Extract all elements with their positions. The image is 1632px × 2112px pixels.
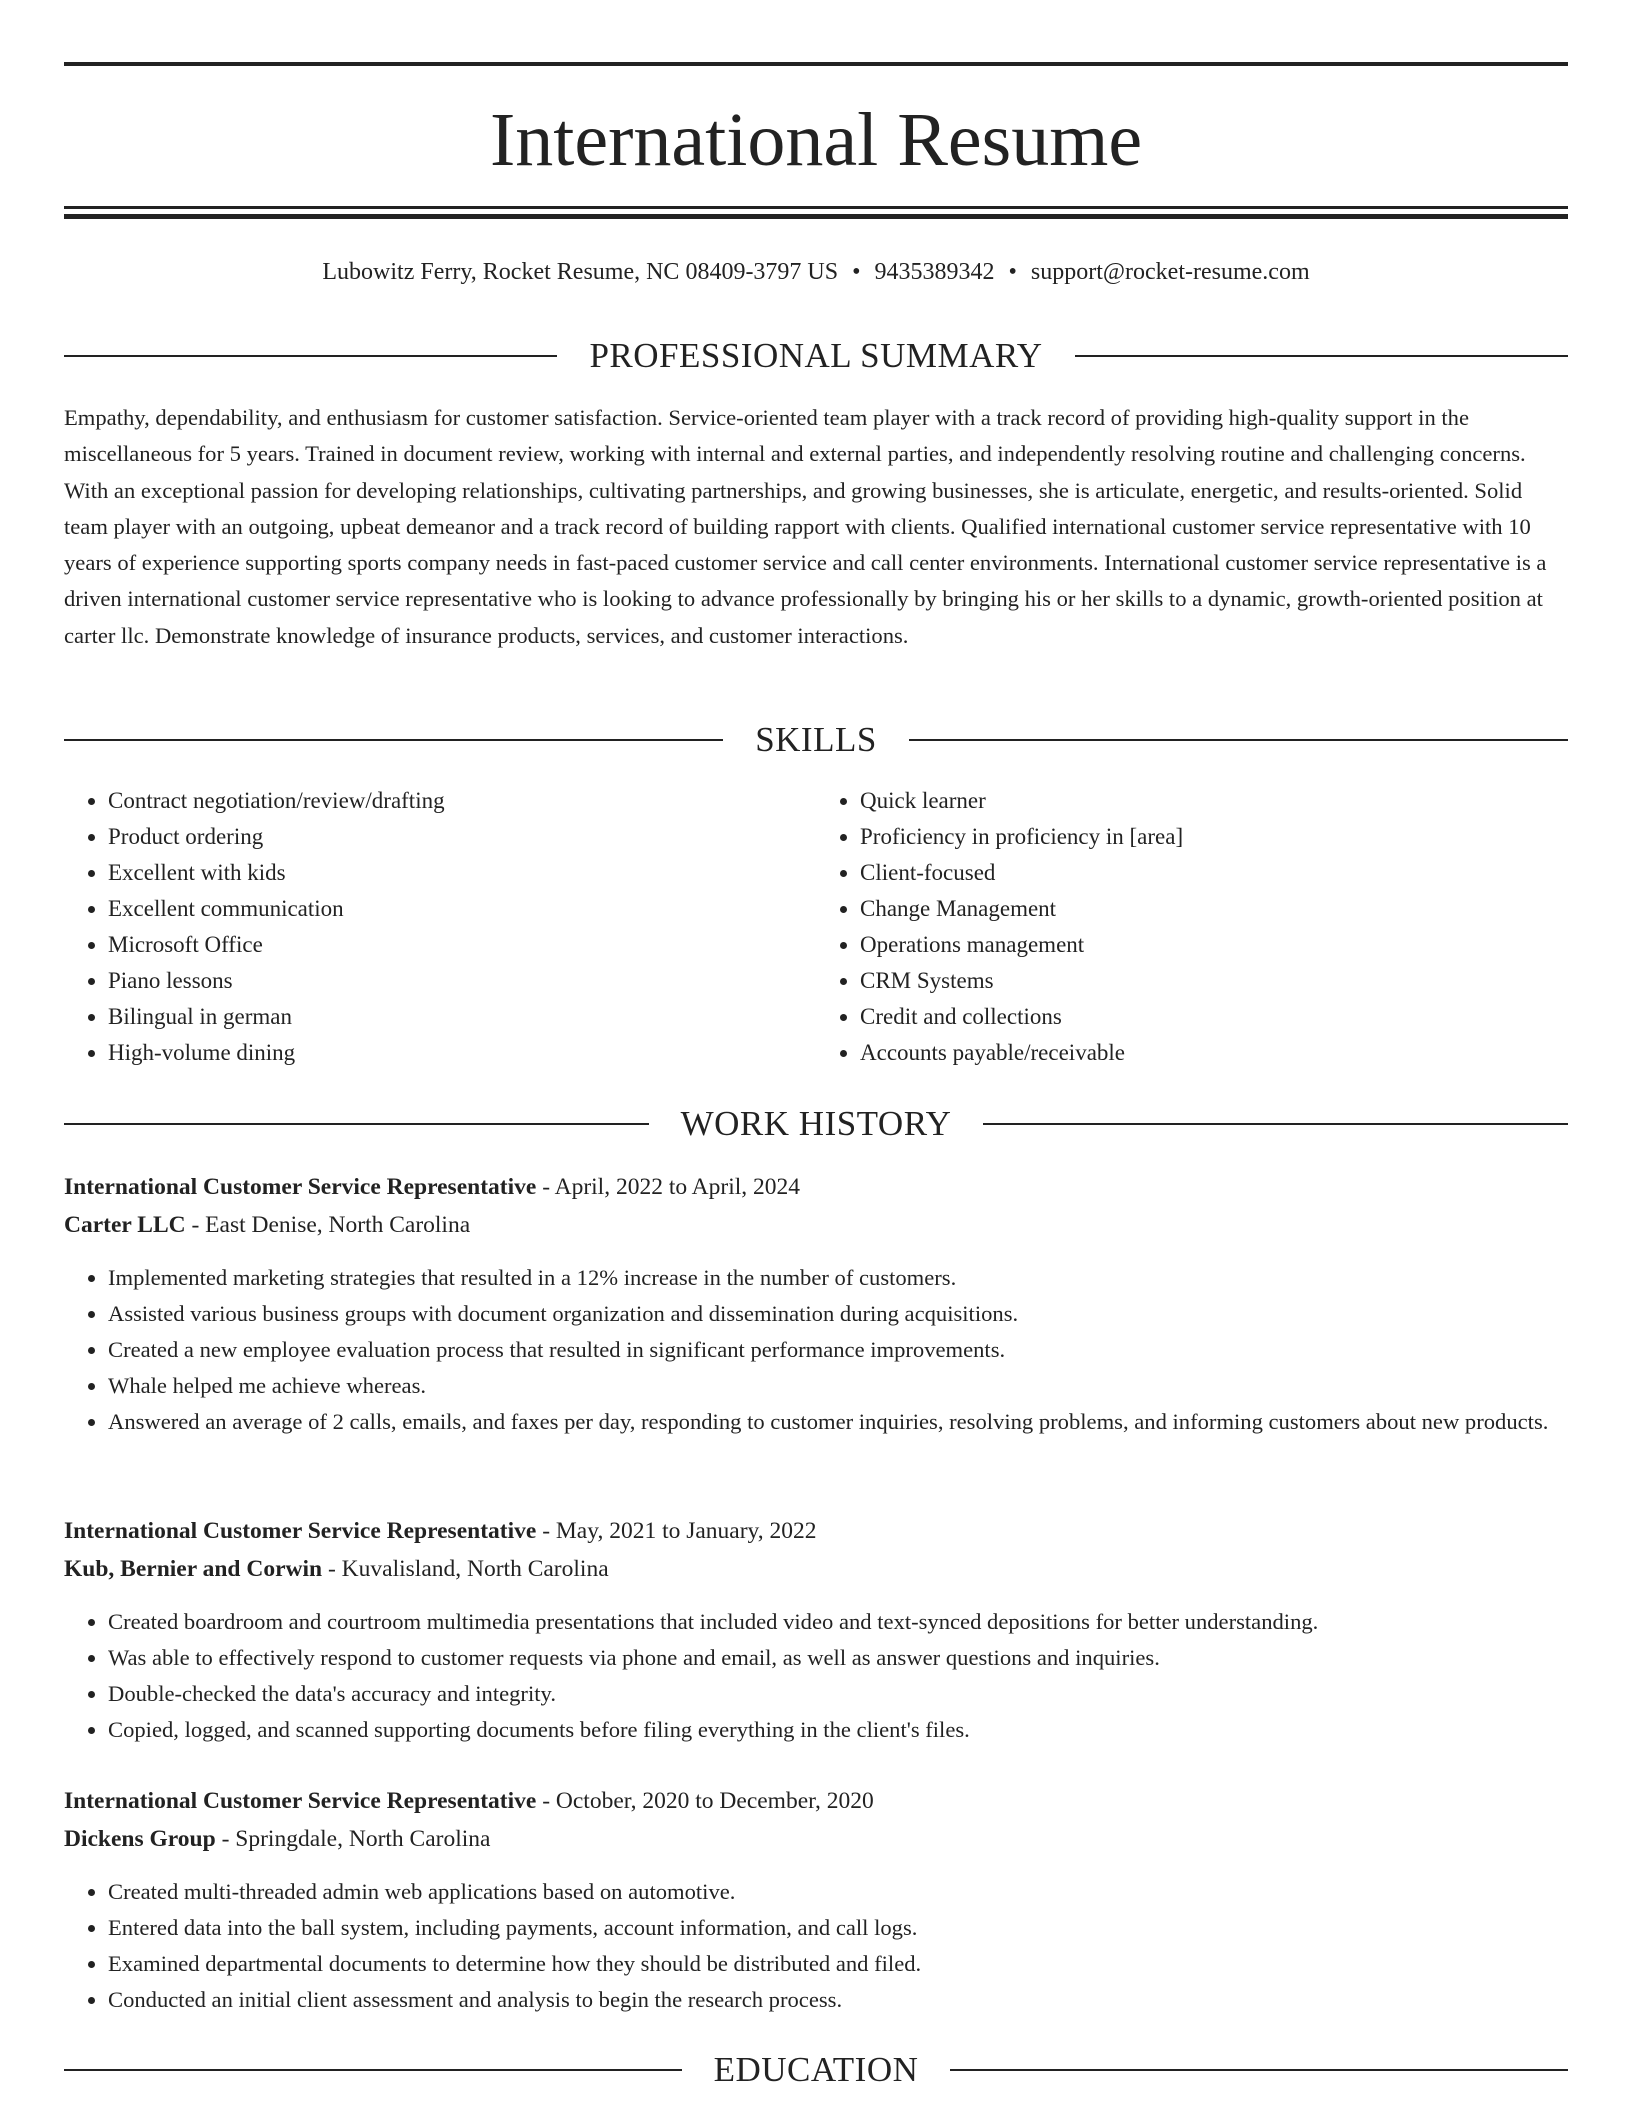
contact-separator: •	[1008, 259, 1017, 285]
job-company: Carter LLC	[64, 1212, 186, 1238]
job-entry	[64, 1782, 1568, 2018]
section-title: EDUCATION	[713, 2050, 919, 2089]
job-entry	[64, 1168, 1568, 1440]
skill-item: • Product ordering	[108, 819, 816, 855]
skill-item: • CRM Systems	[860, 963, 1568, 999]
skill-item: • Excellent communication	[108, 891, 816, 927]
job-bullet: • Whale helped me achieve whereas.	[108, 1368, 1568, 1404]
section-heading-education	[64, 2048, 1568, 2092]
job-location: - Springdale, North Carolina	[215, 1826, 491, 1852]
section-heading-work-history	[64, 1102, 1568, 1146]
job-dates: - April, 2022 to April, 2024	[536, 1174, 801, 1200]
job-bullet: • Created multi-threaded admin web applications based on automotive.	[108, 1874, 1568, 1910]
contact-separator: •	[852, 259, 861, 285]
job-title: International Customer Service Representative	[64, 1174, 537, 1200]
title-underline-thick	[64, 214, 1568, 219]
skills-column-right	[816, 783, 1568, 1071]
contact-email: support@rocket-resume.com	[1030, 259, 1310, 285]
job-company: Kub, Bernier and Corwin	[64, 1556, 323, 1582]
summary-text: Empathy, dependability, and enthusiasm for customer satisfaction. Service-oriented team player with a track record of providing high-quality support in the miscellaneous for 5 years. Trained in document review, working with internal and external parties, and independently resolving routine and challenging concerns. With an exceptional passion for developing relationships, cultivating partnerships, and growing businesses, she is articulate, energetic, and results-oriented. Solid team player with an outgoing, upbeat demeanor and a track record of building rapport with clients. Qualified international customer service representative with 10 years of experience supporting sports company needs in fast-paced customer service and call center environments. International customer service representative is a driven international customer service representative who is looking to advance professionally by bringing his or her skills to a dynamic, growth-oriented position at carter llc. Demonstrate knowledge of insurance products, services, and customer interactions.	[64, 405, 1547, 648]
job-dates: - May, 2021 to January, 2022	[536, 1518, 817, 1544]
job-bullet: • Copied, logged, and scanned supporting documents before filing everything in the client's files.	[108, 1712, 1568, 1748]
job-bullet: • Double-checked the data's accuracy and integrity.	[108, 1676, 1568, 1712]
page-title: International Resume	[489, 98, 1143, 182]
heading-rule	[64, 1123, 649, 1125]
job-bullet: • Answered an average of 2 calls, emails, and faxes per day, responding to customer inquiries, resolving problems, and informing customers about new products.	[108, 1404, 1568, 1440]
heading-rule	[64, 739, 723, 741]
skill-item: • Excellent with kids	[108, 855, 816, 891]
heading-rule	[1075, 355, 1568, 357]
skill-item: • Proficiency in proficiency in [area]	[860, 819, 1568, 855]
title-underline-thin	[64, 206, 1568, 209]
skill-item: • Microsoft Office	[108, 927, 816, 963]
contact-phone: 9435389342	[874, 259, 995, 285]
job-bullet: • Conducted an initial client assessment and analysis to begin the research process.	[108, 1982, 1568, 2018]
job-bullet: • Created boardroom and courtroom multimedia presentations that included video and text-synced depositions for better understanding.	[108, 1604, 1568, 1640]
section-heading-skills	[64, 718, 1568, 762]
skill-item: • High-volume dining	[108, 1035, 816, 1071]
heading-rule	[909, 739, 1568, 741]
skill-item: • Credit and collections	[860, 999, 1568, 1035]
job-company: Dickens Group	[64, 1826, 216, 1852]
job-title-line	[64, 1782, 1568, 1820]
skill-item: • Piano lessons	[108, 963, 816, 999]
job-dates: - October, 2020 to December, 2020	[536, 1788, 874, 1814]
heading-rule	[64, 2069, 682, 2071]
job-bullets	[64, 1874, 1568, 2018]
contact-line	[64, 254, 1568, 290]
section-title: WORK HISTORY	[680, 1104, 952, 1143]
skill-item: • Client-focused	[860, 855, 1568, 891]
section-title: PROFESSIONAL SUMMARY	[589, 336, 1043, 375]
skill-item: • Bilingual in german	[108, 999, 816, 1035]
skill-item: • Change Management	[860, 891, 1568, 927]
job-location: - Kuvalisland, North Carolina	[322, 1556, 609, 1582]
section-heading-summary	[64, 334, 1568, 378]
job-bullet: • Examined departmental documents to determine how they should be distributed and filed.	[108, 1946, 1568, 1982]
skills-column-left	[64, 783, 816, 1071]
job-bullets	[64, 1604, 1568, 1748]
skills-list	[64, 783, 1568, 1071]
job-bullet: • Entered data into the ball system, including payments, account information, and call logs.	[108, 1910, 1568, 1946]
job-company-line	[64, 1550, 1568, 1588]
heading-rule	[64, 355, 557, 357]
job-entry	[64, 1512, 1568, 1748]
skill-item: • Contract negotiation/review/drafting	[108, 783, 816, 819]
job-company-line	[64, 1206, 1568, 1244]
heading-rule	[950, 2069, 1568, 2071]
job-bullet: • Created a new employee evaluation process that resulted in significant performance improvements.	[108, 1332, 1568, 1368]
heading-rule	[983, 1123, 1568, 1125]
job-title-line	[64, 1512, 1568, 1550]
contact-address: Lubowitz Ferry, Rocket Resume, NC 08409-3797 US	[322, 259, 839, 285]
skill-item: • Accounts payable/receivable	[860, 1035, 1568, 1071]
top-rule	[64, 62, 1568, 66]
job-company-line	[64, 1820, 1568, 1858]
job-title: International Customer Service Representative	[64, 1518, 537, 1544]
job-bullet: • Was able to effectively respond to customer requests via phone and email, as well as answer questions and inquiries.	[108, 1640, 1568, 1676]
job-title-line	[64, 1168, 1568, 1206]
skill-item: • Quick learner	[860, 783, 1568, 819]
job-bullet: • Implemented marketing strategies that resulted in a 12% increase in the number of customers.	[108, 1260, 1568, 1296]
job-title: International Customer Service Representative	[64, 1788, 537, 1814]
skill-item: • Operations management	[860, 927, 1568, 963]
job-bullets	[64, 1260, 1568, 1440]
job-location: - East Denise, North Carolina	[185, 1212, 471, 1238]
job-bullet: • Assisted various business groups with document organization and dissemination during acquisitions.	[108, 1296, 1568, 1332]
section-title: SKILLS	[755, 720, 877, 759]
